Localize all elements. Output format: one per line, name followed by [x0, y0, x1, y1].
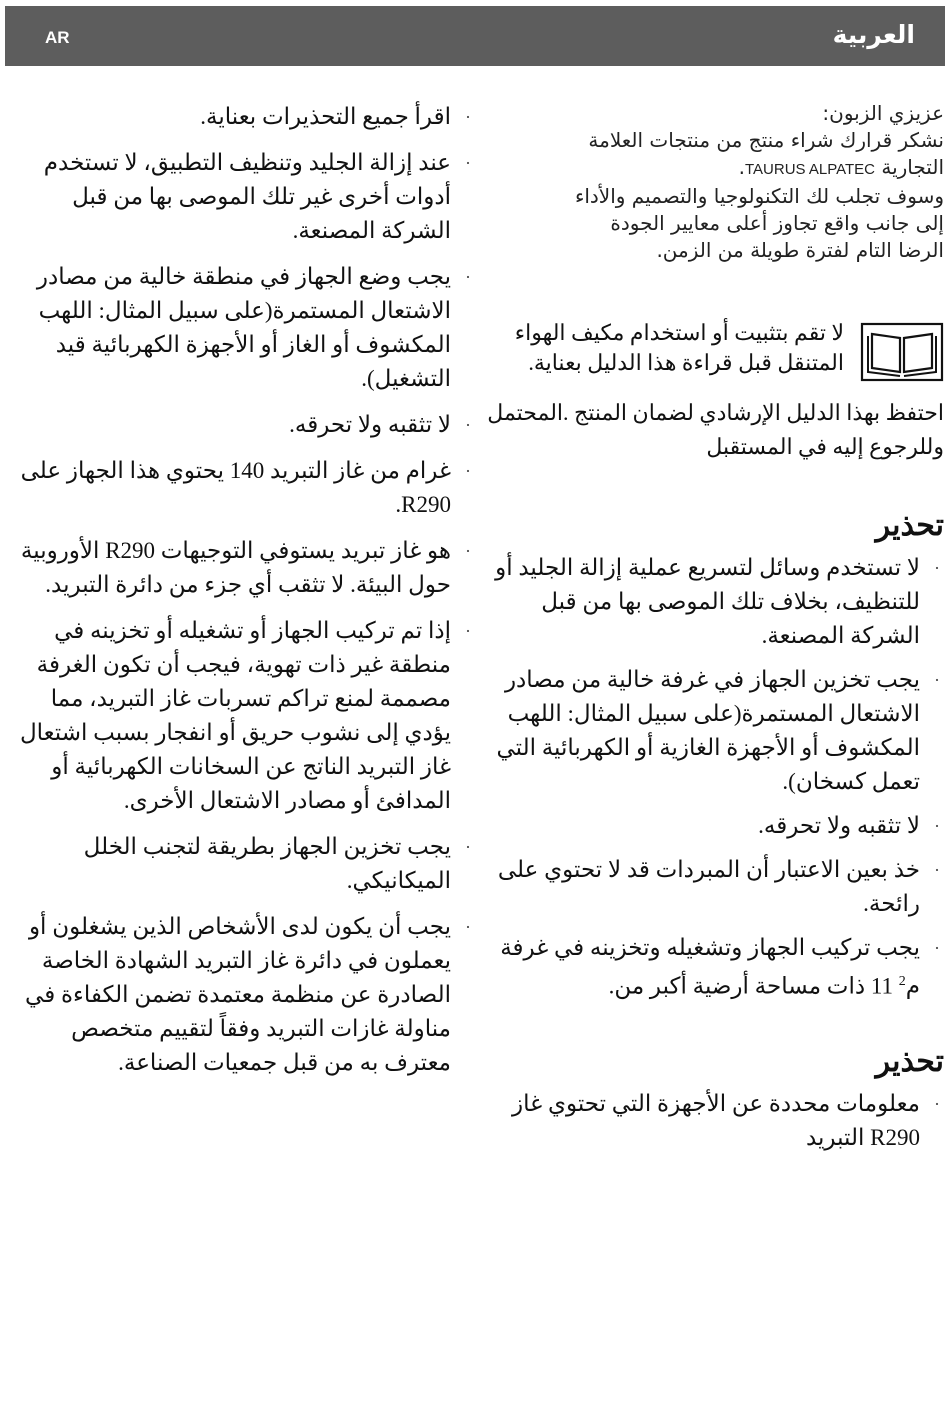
warning-item: · يجب تخزين الجهاز في غرفة خالية من مصادر الاشتعال المستمرة(على سبيل المثال: اللهب المكشوف أو الأجهزة الغازية أو الكهربائية التي تعمل كسخان). [484, 663, 944, 799]
language-title: العربية [832, 20, 915, 49]
safety-item: · هو غاز تبريد يستوفي التوجيهات R290 الأوروبية حول البيئة. لا تثقب أي جزء من دائرة التبريد. [10, 534, 475, 602]
intro-line: نشكر قرارك شراء منتج من منتجات العلامة [588, 128, 944, 152]
manual-notice [484, 322, 944, 388]
safety-list [10, 100, 475, 1080]
intro-line: وسوف تجلب لك التكنولوجيا والتصميم والأداء [574, 184, 944, 208]
bullet-icon: · [465, 621, 471, 641]
intro-line: الرضا التام لفترة طويلة من الزمن. [656, 238, 944, 262]
intro-greeting: عزيزي الزبون: [822, 101, 944, 125]
safety-item: · عند إزالة الجليد وتنظيف التطبيق، لا تستخدم أدوات أخرى غير تلك الموصى بها من قبل الشركة المصنعة. [10, 146, 475, 248]
notice-text [484, 318, 844, 378]
safety-item: · يجب وضع الجهاز في منطقة خالية من مصادر الاشتعال المستمرة(على سبيل المثال: اللهب المكشوف أو الغاز أو الأجهزة الكهربائية قيد التشغيل). [10, 260, 475, 396]
bullet-icon: · [934, 860, 940, 880]
warning-title: تحذير [875, 1044, 944, 1078]
warning-item: · معلومات محددة عن الأجهزة التي تحتوي غاز R290 التبريد [484, 1087, 944, 1155]
bullet-icon: · [934, 1093, 940, 1114]
notice-line: لا تقم بتثبيت أو استخدام مكيف الهواء [514, 320, 844, 345]
bullet-icon: · [465, 153, 471, 173]
right-column [484, 100, 944, 1165]
intro-section [484, 100, 944, 264]
keep-line: احتفظ بهذا الدليل الإرشادي لضمان المنتج .المحتمل [487, 400, 944, 425]
language-code: AR [45, 28, 70, 47]
page-header [5, 6, 945, 66]
safety-item: · اقرأ جميع التحذيرات بعناية. [10, 100, 475, 134]
bullet-icon: · [465, 267, 471, 287]
warning-item: · لا تستخدم وسائل لتسريع عملية إزالة الجليد أو للتنظيف، بخلاف تلك الموصى بها من قبل الشركة المصنعة. [484, 551, 944, 653]
safety-item: · غرام من غاز التبريد 140 يحتوي هذا الجهاز على R290. [10, 454, 475, 522]
intro-text: التجارية [881, 155, 944, 179]
warning-title: تحذير [875, 509, 944, 542]
safety-item: · يجب أن يكون لدى الأشخاص الذين يشغلون أو يعملون في دائرة غاز التبريد الشهادة الخاصة الصادرة عن منظمة معتمدة تضمن الكفاءة في مناولة غازات التبريد وفقاً لتقييم متخصص معترف به من قبل جمعيات الصناعة. [10, 910, 475, 1080]
warning-list [484, 1087, 944, 1155]
warning-item: · خذ بعين الاعتبار أن المبردات قد لا تحتوي على رائحة. [484, 853, 944, 921]
keep-line: وللرجوع إليه في المستقبل [706, 434, 944, 459]
bullet-icon: · [465, 541, 471, 561]
intro-line [484, 154, 944, 183]
safety-item: · لا تثقبه ولا تحرقه. [10, 408, 475, 442]
bullet-icon: · [934, 558, 940, 578]
bullet-icon: · [934, 938, 940, 958]
bullet-icon: · [465, 461, 471, 481]
safety-item: · يجب تخزين الجهاز بطريقة لتجنب الخلل الميكانيكي. [10, 830, 475, 898]
brand-name: TAURUS ALPATEC [744, 161, 875, 178]
intro-text: . [738, 155, 745, 179]
warning-item: · يجب تركيب الجهاز وتشغيله وتخزينه في غرفة م$^2$ 11 ذات مساحة أرضية أكبر من. [484, 931, 944, 1004]
bullet-icon: · [465, 107, 471, 127]
warning-list [484, 551, 944, 1004]
warning-item: · لا تثقبه ولا تحرقه. [484, 809, 944, 843]
safety-item: · إذا تم تركيب الجهاز أو تشغيله أو تخزينه في منطقة غير ذات تهوية، فيجب أن تكون الغرفة مصممة لمنع تراكم تسربات غاز التبريد، مما يؤدي إلى نشوب حريق أو انفجار بسبب اشتعال غاز التبريد الناتج عن السخانات الكهربائية أو المدافئ أو مصادر الاشتعال الأخرى. [10, 614, 475, 818]
bullet-icon: · [465, 415, 471, 435]
left-column [10, 100, 475, 1092]
bullet-icon: · [465, 917, 471, 937]
keep-manual-text [484, 396, 944, 464]
bullet-icon: · [934, 670, 940, 690]
bullet-icon: · [465, 837, 471, 857]
intro-line: إلى جانب واقع تجاوز أعلى معايير الجودة [610, 211, 944, 235]
notice-line: المتنقل قبل قراءة هذا الدليل بعناية. [528, 350, 844, 375]
bullet-icon: · [934, 816, 940, 836]
book-icon [860, 322, 944, 382]
